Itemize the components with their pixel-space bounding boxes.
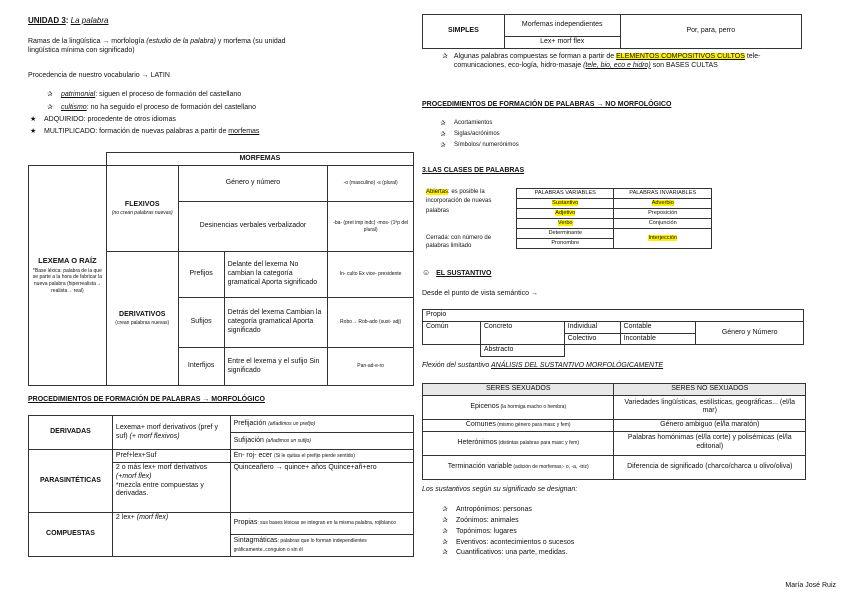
abiertas-highlight: Abiertas (426, 189, 449, 195)
multiplicado-text: MULTIPLICADO: formación de nuevas palabras a partir de (44, 128, 229, 135)
proc-morf-heading: PROCEDIMIENTOS DE FORMACIÓN DE PALABRAS → MORFOLÓGICO (28, 396, 265, 403)
ambiguo-cell: Género ambiguo (el/la maratón) (614, 419, 806, 431)
clase-cell (614, 229, 712, 249)
star-bullet-icon: ✰ (440, 141, 446, 149)
author: María José Ruiz (785, 582, 836, 589)
interfijos-label: Interfijos (178, 348, 224, 386)
designan-desc: : animales (486, 516, 519, 524)
cultismo-term: cultismo (61, 104, 87, 111)
simples-lexmorf: Lex+ morf flex (504, 37, 620, 49)
diferencia-cell: Diferencia de significado (charco/charca u olivo/oliva) (614, 455, 806, 479)
intro-l1b: (estudio de la palabra) (146, 38, 216, 45)
procedencia: Procedencia de nuestro vocabulario → LATIN (28, 72, 170, 79)
designan-term: Cuantificativos (456, 549, 502, 557)
comunes-term: Comunes (465, 420, 496, 428)
clase-adjetivo: Adjetivo (555, 210, 576, 216)
designan-list (442, 505, 574, 559)
star-bullet-icon: ✰ (47, 104, 53, 111)
star-bullet-icon: ✰ (442, 527, 448, 535)
designan-desc: : personas (499, 506, 532, 513)
heteronimos-term: Heterónimos (457, 438, 498, 446)
prefijos-desc: Delante del lexema No cambian la categoría gramatical Aporta significado (224, 252, 328, 298)
parasinteticas-ex1 (230, 450, 413, 463)
homonimas-cell: Palabras homónimas (el/la corte) y polisémicas (el/la editorial) (614, 431, 806, 455)
star-bullet-icon: ✰ (442, 538, 448, 546)
title-prefix: UNIDAD 3 (28, 16, 66, 25)
epicenos-note: (la hormiga macho o hembra) (499, 403, 567, 410)
sem-individual: Individual (564, 321, 620, 333)
terminacion-note: (adición de morfemas:- o, -a, -triz) (512, 463, 589, 470)
designan-item (442, 538, 574, 549)
adquirido-item (30, 116, 176, 125)
abiertas-rest: : es posible la incorporación de nuevas palabras (426, 189, 492, 214)
parasinteticas-label: PARASINTÉTICAS (29, 450, 113, 513)
parasinteticas-row1: Pref+lex+Suf (112, 450, 230, 463)
cerrada-text: Cerrada: con número de palabras limitado (426, 235, 492, 250)
morfemas-header: MORFEMAS (106, 153, 413, 166)
title-sep: : (65, 16, 71, 25)
intro-paragraph (28, 38, 388, 56)
cultismo-item (47, 104, 256, 113)
variedades-cell: Variedades lingüísticas, estilísticas, geográficas... (el/la mar) (614, 395, 806, 419)
derivativos-note: (crean palabras nuevas) (115, 319, 170, 326)
morfemas-table (28, 152, 414, 386)
designan-item (442, 527, 574, 538)
abiertas-text (426, 188, 510, 216)
sem-concreto: Concreto (480, 321, 564, 333)
interfijos-example: Pan-ad-e-ro (328, 348, 414, 386)
clases-col-invariables: PALABRAS INVARIABLES (614, 189, 712, 199)
clase-preposicion: Preposición (614, 209, 712, 219)
comunes-note: (mismo género para masc y fem) (495, 421, 571, 428)
clases-heading: 3.LAS CLASES DE PALABRAS (422, 167, 525, 174)
epicenos-term: Epicenos (470, 402, 500, 410)
sustantivo-title: EL SUSTANTIVO (436, 270, 492, 277)
desinencias-example: -ba- (pret imp indc) -mos- (1ªp del plural) (328, 202, 414, 252)
star-bullet-icon: ✰ (47, 91, 53, 98)
flexion-b: ANÁLISIS DEL SUSTANTIVO MORFOLÓGICAMENTE (491, 362, 664, 369)
parasinteticas-ex2: Quinceañero → quince+ años Quince+añ+ero (230, 463, 413, 513)
sintagmaticas-term: Sintagmáticas (233, 536, 278, 544)
clase-conjuncion: Conjunción (614, 219, 712, 229)
derivadas-desc (112, 416, 230, 450)
sem-propio: Propio (423, 310, 804, 322)
derivativos-label: DERIVATIVOS (119, 311, 166, 318)
designan-item (442, 548, 574, 559)
intro-l2: lingüística mínima con significado) (28, 46, 135, 54)
star-bullet-icon: ✰ (440, 120, 446, 127)
patrimonial-term: patrimonial (61, 91, 96, 98)
flexivos-cell (106, 166, 178, 252)
derivativos-cell (106, 252, 178, 386)
sufijacion-cell (230, 433, 413, 450)
compuestas-desc (112, 513, 230, 557)
prefijacion-term: Prefijación (233, 419, 267, 427)
star-bullet-icon: ✰ (442, 549, 448, 557)
designan-desc: : una parte, medidas. (501, 549, 568, 557)
prefijos-example: In- culto Ex vice- presidente (328, 252, 414, 298)
lexema-note: *Base léxica: palabra de la que se parte a la hora de fabricar la nueva palabra (hiperrealista→ realista→ real) (32, 267, 102, 294)
compuestas-desc-b: (morf flex) (136, 514, 169, 521)
sintagmaticas-cell (230, 535, 413, 557)
clases-col-variables: PALABRAS VARIABLES (517, 189, 614, 199)
terminacion-term: Terminación variable (447, 462, 512, 470)
designan-term: Antropónimos (456, 506, 500, 513)
procedimientos-table (28, 415, 414, 557)
compositivos-highlight: ELEMENTOS COMPOSITIVOS CULTOS (616, 53, 745, 60)
clase-cell (517, 219, 614, 229)
patrimonial-item (47, 91, 241, 100)
flexion-heading (422, 362, 663, 371)
patrimonial-rest: : siguen el proceso de formación del castellano (95, 91, 242, 98)
parasinteticas-ex1-note: (Si le quitas el prefijo pierde sentido) (274, 452, 355, 459)
propias-note: : sus bases léxicas se integran en la misma palabra, rojiblanco (257, 520, 396, 527)
designan-item (442, 505, 574, 516)
epicenos-cell (423, 395, 614, 419)
multiplicado-item (30, 128, 259, 137)
sexuados-table (422, 383, 806, 480)
prefijacion-note: (añadimos un prefijo) (268, 420, 316, 427)
sufijacion-note: (añadimos un sufijo) (265, 437, 311, 444)
flexivos-label: FLEXIVOS (124, 201, 160, 208)
clase-sustantivo: Sustantivo (552, 200, 579, 206)
genero-example: -o (masculino) -s (plural) (328, 166, 414, 202)
designan-item (442, 516, 574, 527)
interfijos-desc: Entre el lexema y el sufijo Sin significado (224, 348, 328, 386)
sem-incontable: Incontable (620, 333, 696, 345)
no-morf-item (440, 120, 519, 129)
simples-table (422, 14, 802, 49)
lexema-label: LEXEMA O RAÍZ (38, 256, 97, 266)
page-title (28, 16, 108, 26)
heteronimos-note: (distintas palabras para masc y fem) (497, 439, 580, 446)
no-morf-item (440, 142, 519, 151)
no-morf-item-text: Siglas/acrónimos (454, 130, 500, 137)
star-bullet-icon: ✰ (440, 130, 446, 138)
compositivos-a: Algunas palabras compuestas se forman a partir de (453, 53, 617, 60)
flexion-a: Flexión del sustantivo (422, 362, 491, 369)
compositivos-item (442, 53, 798, 71)
comunes-cell (423, 419, 614, 431)
designan-term: Topónimos (456, 527, 490, 535)
sem-comun: Común (423, 321, 481, 345)
clase-interjeccion: Interjección (648, 235, 678, 241)
designan-term: Eventivos (456, 538, 487, 546)
cultismo-rest: : no ha seguido el proceso de formación del castellano (86, 104, 256, 111)
propias-cell (230, 513, 413, 535)
sem-contable: Contable (620, 321, 696, 333)
semantico-text: Desde el punto de vista semántico → (422, 290, 538, 297)
designan-term: Zoónimos (456, 516, 487, 524)
sem-colectivo: Colectivo (564, 333, 620, 345)
star-bullet-icon: ✰ (442, 506, 448, 513)
star-bullet-icon: ✰ (442, 53, 448, 60)
lexema-cell (29, 166, 107, 386)
heteronimos-cell (423, 431, 614, 455)
clase-adverbio: Adverbio (651, 200, 674, 206)
compositivos-b: tele- comunicaciones, eco-logía, hidro-masaje (453, 53, 761, 69)
sintagmaticas-note: : palabras que lo forman independientes gráficamente..conguion o sin él (233, 537, 367, 553)
parasinteticas-desc-a: 2 o más lex+ morf derivativos (115, 464, 208, 471)
propias-term: Propias (233, 519, 258, 527)
simples-label: SIMPLES (423, 15, 505, 49)
clase-cell (614, 199, 712, 209)
smiley-icon: ☺ (422, 268, 431, 277)
clases-table (516, 188, 712, 249)
derivadas-label: DERIVADAS (29, 416, 113, 450)
terminacion-cell (423, 455, 614, 479)
parasinteticas-desc-c: *mezcla entre compuestas y derivadas. (115, 481, 204, 498)
parasinteticas-desc (112, 463, 230, 513)
parasinteticas-desc-b: (+morf flex) (115, 472, 152, 480)
star-bullet-icon: ★ (30, 116, 37, 123)
no-sexuados-header: SERES NO SEXUADOS (614, 384, 806, 396)
compositivos-d: son BASES CULTAS (650, 61, 718, 69)
flexivos-note: (no crean palabras nuevas) (111, 209, 173, 216)
simples-morfemas: Morfemas independientes (504, 15, 620, 37)
no-morf-list (440, 120, 519, 150)
no-morf-item (440, 131, 519, 140)
semantico-table (422, 309, 804, 357)
parasinteticas-ex1-text: En- roj- ecer (233, 451, 273, 459)
compuestas-label: COMPUESTAS (29, 513, 113, 557)
clase-cell (517, 199, 614, 209)
genero-cell: Género y número (178, 166, 328, 202)
compositivos-c: (tele, bio, eco e hidro) (583, 61, 651, 69)
intro-l1c: y morfema (su unidad (215, 38, 286, 45)
sufijos-desc: Detrás del lexema Cambian la categoría gramatical Aporta significado (224, 298, 328, 348)
no-morf-heading: PROCEDIMIENTOS DE FORMACIÓN DE PALABRAS → NO MORFOLÓGICO (422, 101, 672, 108)
sexuados-header: SERES SEXUADOS (423, 384, 614, 396)
no-morf-item-text: Acortamientos (454, 120, 493, 126)
prefijacion-cell (230, 416, 413, 433)
title-name: La palabra (70, 16, 109, 25)
intro-l1a: Ramas de la lingüística → morfología (28, 38, 147, 45)
derivadas-desc-flex: (+ morf flexivos) (129, 432, 180, 440)
sem-abstracto: Abstracto (480, 345, 564, 357)
simples-example: Por, para, perro (620, 15, 801, 49)
derivadas-desc-text: Lexema+ morf derivativos (pref y suf) (115, 423, 219, 440)
star-bullet-icon: ★ (30, 128, 37, 135)
clase-verbo: Verbo (557, 220, 573, 226)
sufijos-label: Sufijos (178, 298, 224, 348)
designan-desc: : lugares (489, 527, 517, 535)
clase-pronombre: Pronombre (517, 239, 614, 249)
star-bullet-icon: ✰ (442, 516, 448, 524)
prefijos-label: Prefijos (178, 252, 224, 298)
sem-genero: Género y Número (696, 321, 804, 345)
compuestas-desc-a: 2 lex+ (115, 514, 137, 521)
no-morf-item-text: Símbolos/ numerónimos (454, 141, 519, 148)
sufijacion-term: Sufijación (233, 436, 264, 444)
clase-cell (517, 209, 614, 219)
adquirido-text: ADQUIRIDO: procedente de otros idiomas (44, 116, 176, 123)
designan-desc: : acontecimientos o sucesos (486, 538, 575, 546)
multiplicado-term: morfemas (228, 128, 260, 135)
sufijos-example: Robo→ Rob-ado (sust- adj) (328, 298, 414, 348)
segun-text: Los sustantivos según su significado se designan: (422, 486, 578, 493)
clase-determinante: Determinante (517, 229, 614, 239)
sustantivo-heading (422, 268, 491, 279)
desinencias-cell: Desinencias verbales verbalizador (178, 202, 328, 252)
